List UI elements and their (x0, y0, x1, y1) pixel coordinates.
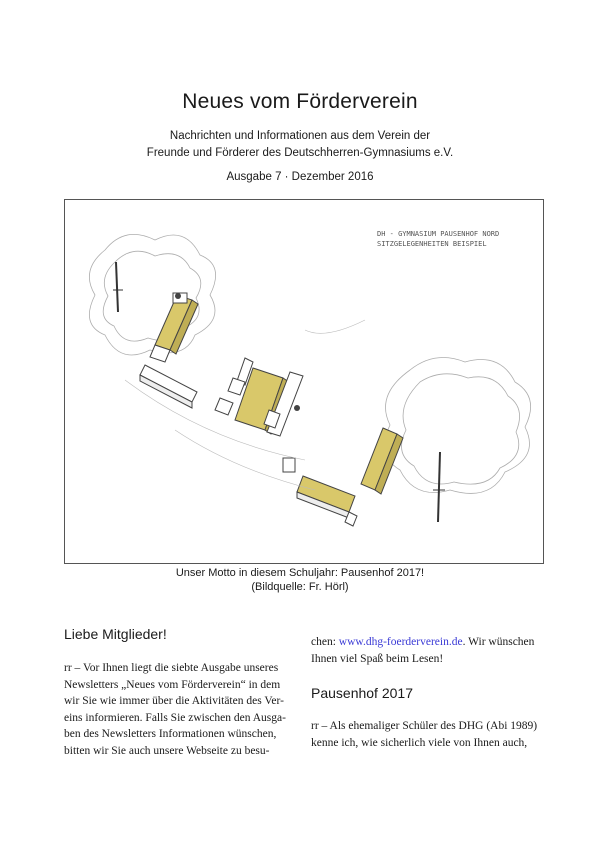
caption-line-1: Unser Motto in diesem Schuljahr: Pausenhof 2017! (175, 567, 425, 579)
intro-line-6: bitten wir Sie auch unsere Webseite zu besu- (64, 744, 270, 757)
intro-line-1: rr – Vor Ihnen liegt die siebte Ausgabe unseres (64, 662, 279, 674)
intro-line-3: wir Sie wie immer über die Aktivitäten des Ver- (64, 695, 284, 707)
schoolyard-sketch (64, 199, 544, 564)
caption-line-2: (Bildquelle: Fr. Hörl) (251, 581, 349, 593)
figure-caption (0, 566, 600, 594)
website-link[interactable]: www.dhg-foerderverein.de (338, 636, 463, 648)
intro-paragraph (64, 660, 299, 759)
pausenhof-line-1: rr – Als ehemaliger Schüler des DHG (Abi 1989) (311, 720, 538, 732)
article-column-right (311, 634, 546, 751)
continuation-prefix: chen: (311, 636, 339, 648)
intro-line-2: Newsletters „Neues vom Förderverein“ in dem (64, 678, 281, 691)
continuation-line-2: Ihnen viel Spaß beim Lesen! (311, 652, 444, 665)
newsletter-subtitle (0, 128, 600, 162)
sketch-note-line-2: SITZGELEGENHEITEN BEISPIEL (377, 240, 487, 248)
pausenhof-paragraph (311, 718, 546, 751)
intro-continuation (311, 634, 546, 667)
pausenhof-heading: Pausenhof 2017 (311, 685, 413, 701)
pausenhof-line-2: kenne ich, wie sicherlich viele von Ihnen auch, (311, 736, 528, 749)
continuation-suffix: . Wir wünschen (462, 636, 535, 648)
subtitle-line-1: Nachrichten und Informationen aus dem Verein der (169, 130, 431, 142)
issue-label: Ausgabe 7 · Dezember 2016 (226, 171, 374, 183)
greeting-heading: Liebe Mitglieder! (64, 626, 167, 642)
newsletter-title: Neues vom Förderverein (182, 90, 418, 113)
article-column-left (64, 626, 299, 759)
intro-line-4: eins informieren. Falls Sie zwischen den Ausga- (64, 711, 286, 724)
intro-line-5: ben des Newsletters Informationen wünschen, (64, 728, 277, 740)
sketch-note-line-1: DH - GYMNASIUM PAUSENHOF NORD (377, 230, 500, 238)
subtitle-line-2: Freunde und Förderer des Deutschherren-Gymnasiums e.V. (146, 147, 454, 159)
schoolyard-sketch-drawing (65, 200, 543, 563)
